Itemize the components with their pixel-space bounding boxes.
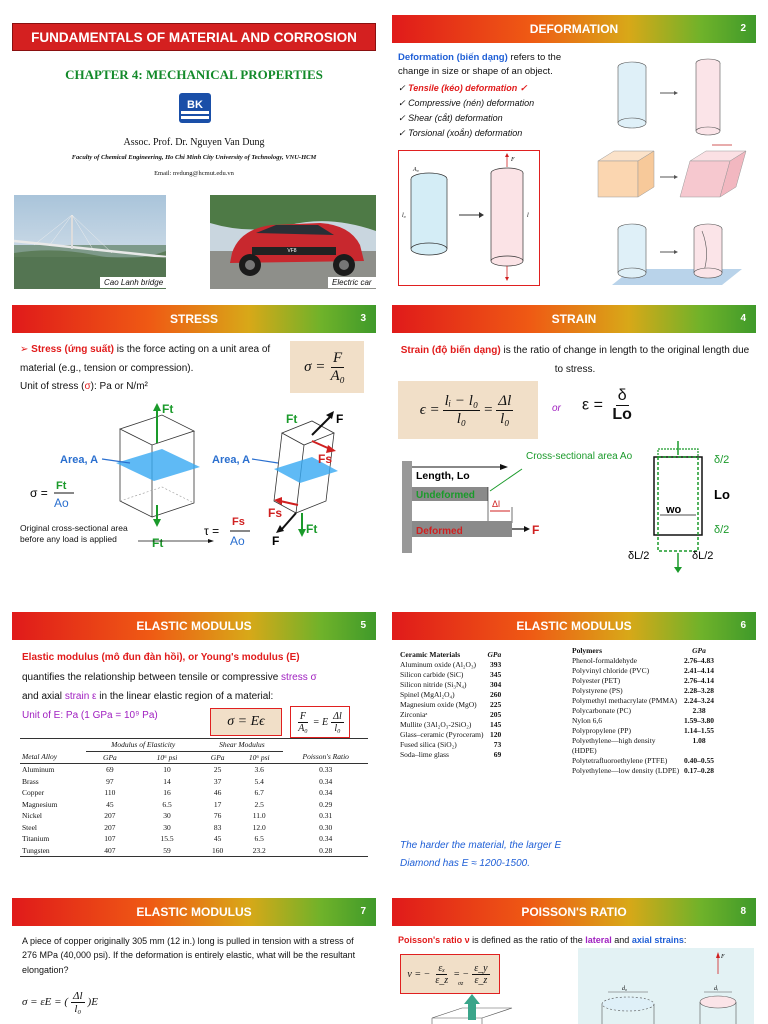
stress-definition: ➢ Stress (ứng suất) is the force acting on a unit area of material (e.g., tension or compression). Unit of stress (σ): Pa or N/m²	[20, 344, 271, 392]
material-name: Zirconiaᵃ	[400, 710, 428, 719]
modulus-value: 225	[490, 700, 502, 709]
faculty: Faculty of Chemical Engineering, Ho Chi Minh City University of Technology, VNU-HCM	[71, 154, 317, 161]
table-cell: 12.0	[252, 822, 266, 832]
table-cell: 37	[213, 776, 222, 786]
bridge-caption: Cao Lanh bridge	[100, 277, 167, 288]
ceramic-row	[398, 690, 503, 700]
material-name: Polyethylene—low density (LDPE)	[572, 766, 680, 775]
slide-elastic-modulus-3	[12, 898, 376, 1024]
material-name: Magnesium oxide (MgO)	[400, 700, 477, 709]
svg-text:δL/2: δL/2	[628, 550, 650, 562]
ceramic-row	[398, 700, 503, 710]
svg-text:Ft: Ft	[286, 412, 298, 426]
material-name: Spinel (MgAl₂O₄)	[400, 690, 455, 699]
car-plate: VF8	[287, 248, 297, 254]
table-cell: 0.34	[319, 788, 333, 797]
hooke-formula: σ = Eϵ	[210, 708, 282, 736]
alloy-name: Steel	[22, 822, 37, 832]
slide-title: STRAIN	[551, 312, 597, 326]
table-row	[20, 833, 368, 845]
modulus-definition: Elastic modulus (mô đun đàn hồi), or Young's modulus (E) quantifies the relationship between tensile or compressive stress σ and axial strain ε in the linear elastic region of a material:	[22, 652, 317, 702]
modulus-value: 0.17–0.28	[684, 766, 714, 775]
svg-text:Fs: Fs	[268, 506, 283, 520]
strain-definition: Strain (độ biến dạng) is the ratio of change in length to the original length due to stress.	[400, 345, 750, 375]
alloy-name: Aluminum	[22, 765, 55, 774]
cylinder-diagram	[578, 948, 754, 1024]
table-row	[20, 822, 368, 834]
ceramic-row	[398, 680, 503, 690]
stress-diagram	[12, 401, 376, 591]
table-cell: 25	[213, 765, 222, 774]
ceramic-row	[398, 750, 503, 760]
table-cell: 45	[106, 799, 114, 809]
slide-deformation	[392, 15, 756, 305]
slide-number: 5	[360, 620, 366, 631]
svg-text:l: l	[527, 213, 529, 219]
table-cell: 5.4	[254, 776, 264, 786]
table-cell: 69	[106, 765, 114, 774]
table-cell: 97	[106, 776, 114, 786]
metal-alloy-table: Modulus of Elasticity Shear Modulus Metal Alloy GPa 10⁶ psi GPa 10⁶ psi Poisson's Ratio Aluminum 69 10 25 3.6 0.33 Brass 97 14 37 5.4 0.34 Copper 110 16 46 6.7 0.34 Magnesium 45 6.5 17 2.5 0.29 Nickel 207 30 76 11.0 0.31 Steel 207 30 83 12.0 0.30 Titanium 107 15.5 45 6.5 0.34 Tungsten 407 59 160 23.2 0.28	[20, 738, 368, 857]
svg-text:τ =: τ =	[204, 524, 220, 538]
table-cell: 3.6	[254, 765, 264, 774]
type-item: ✓ Torsional (xoắn) deformation	[398, 127, 523, 138]
table-cell: 0.34	[319, 834, 333, 843]
svg-text:Undeformed: Undeformed	[416, 490, 475, 501]
slide-number: 8	[740, 906, 746, 917]
table-cell: 10	[163, 765, 171, 774]
slide-header	[392, 15, 756, 43]
sigma-z-label: σz	[458, 981, 464, 987]
tensile-diagram	[398, 150, 540, 286]
svg-text:Lo: Lo	[714, 487, 730, 502]
material-name: Mullite (3Al₂O₃-2SiO₂)	[400, 720, 472, 729]
svg-text:F: F	[511, 157, 515, 163]
course-banner: FUNDAMENTALS OF MATERIAL AND CORROSION	[12, 23, 376, 51]
alloy-name: Nickel	[22, 811, 42, 820]
deformation-types	[398, 81, 534, 140]
material-name: Glass–ceramic (Pyroceram)	[400, 730, 484, 739]
area-note: Original cross-sectional area before any load is applied	[20, 523, 128, 545]
slide-number: 4	[740, 313, 746, 324]
svg-text:Area, A: Area, A	[60, 454, 99, 466]
modulus-value: 345	[490, 670, 502, 679]
svg-text:Area, A: Area, A	[212, 454, 251, 466]
alloy-name: Copper	[22, 788, 45, 797]
slide-number: 3	[360, 313, 366, 324]
modulus-value: 304	[490, 680, 502, 689]
slide-poisson-ratio	[392, 898, 756, 1024]
modulus-value: 145	[490, 720, 502, 729]
table-row	[20, 799, 368, 811]
material-name: Polymethyl methacrylate (PMMA)	[572, 696, 677, 705]
table-cell: 45	[213, 834, 222, 843]
ceramic-row	[398, 730, 503, 740]
modulus-value: 2.41–4.14	[684, 666, 714, 675]
slide-title: POISSON'S RATIO	[521, 905, 627, 919]
table-cell: 0.33	[319, 765, 333, 774]
table-row	[20, 776, 368, 788]
ceramic-row	[398, 660, 503, 670]
table-cell: 76	[213, 811, 222, 820]
table-row	[20, 764, 368, 776]
table-row	[20, 845, 368, 857]
polymer-row	[570, 756, 716, 766]
slide-title: STRESS	[169, 312, 218, 326]
polymer-row	[570, 686, 716, 696]
deformation-intro	[398, 51, 588, 80]
hooke-formula-expanded: $\frac{F}{\text{A₀}}$ = E $\frac{\Delta l}{\text{l₀}}$	[290, 706, 350, 738]
svg-text:δ/2: δ/2	[714, 454, 730, 466]
bridge-photo	[14, 195, 166, 289]
chapter-title: CHAPTER 4: MECHANICAL PROPERTIES	[65, 67, 323, 82]
table-row	[20, 810, 368, 822]
polymer-row	[570, 656, 716, 666]
strain-formula: ϵ = $\frac{\text{lᵢ − l₀}}{\text{l₀}}$ = $\frac{\Delta l}{\text{l₀}}$	[398, 381, 538, 439]
car-photo	[210, 195, 376, 289]
svg-text:F: F	[272, 534, 280, 548]
table-cell: 160	[212, 845, 224, 855]
polymer-row	[570, 766, 716, 776]
modulus-value: 1.59–3.80	[684, 716, 714, 725]
svg-text:Ft: Ft	[162, 402, 174, 416]
strain-cube-diagram	[422, 994, 522, 1024]
stress-formula: σ = $\frac{F}{\text{A₀}}$	[290, 341, 364, 393]
polymer-row	[570, 736, 716, 756]
alloy-name: Titanium	[22, 834, 50, 843]
material-name: Nylon 6,6	[572, 716, 602, 725]
table-cell: 6.7	[254, 788, 264, 797]
svg-text:Ao: Ao	[230, 534, 245, 548]
table-cell: 110	[104, 788, 116, 797]
ceramic-row	[398, 710, 503, 720]
hardness-note: The harder the material, the larger E	[400, 840, 562, 851]
table-cell: 15.5	[160, 834, 174, 843]
slide-title: DEFORMATION	[529, 22, 619, 36]
slide-title: ELASTIC MODULUS	[136, 619, 252, 633]
polymer-row	[570, 676, 716, 686]
svg-text:F: F	[532, 523, 540, 537]
table-cell: 107	[104, 834, 116, 843]
svg-text:δ/2: δ/2	[714, 524, 730, 536]
svg-text:F: F	[721, 954, 725, 960]
svg-text:Ft: Ft	[56, 480, 67, 492]
svg-text:Deformed: Deformed	[416, 526, 463, 537]
table-cell: 6.5	[162, 799, 172, 809]
polymer-row	[570, 696, 716, 706]
modulus-value: 205	[490, 710, 502, 719]
material-name: Soda–lime glass	[400, 750, 449, 759]
slide-title: ELASTIC MODULUS	[516, 619, 632, 633]
material-name: Polytetrafluoroethylene (PTFE)	[572, 756, 668, 765]
material-name: Polypropylene (PP)	[572, 726, 631, 735]
ceramic-row	[398, 670, 503, 680]
alloy-name: Brass	[22, 776, 39, 786]
table-cell: 207	[104, 822, 116, 832]
modulus-value: 69	[493, 750, 502, 759]
table-cell: 2.5	[254, 799, 264, 809]
email: Email: nvdung@hcmut.edu.vn	[154, 170, 234, 177]
material-name: Fused silica (SiO₂)	[400, 740, 457, 749]
table-cell: 14	[163, 776, 171, 786]
svg-text:F: F	[336, 412, 344, 426]
ceramic-row	[398, 740, 503, 750]
table-cell: 0.30	[319, 822, 333, 832]
material-name: Aluminum oxide (Al₂O₃)	[400, 660, 477, 669]
author: Assoc. Prof. Dr. Nguyen Van Dung	[123, 137, 265, 148]
table-cell: 207	[104, 811, 116, 820]
table-cell: 0.34	[319, 776, 333, 786]
type-item: ✓ Tensile (kéo) deformation ✓	[398, 83, 528, 93]
table-cell: 23.2	[252, 845, 266, 855]
svg-text:Δl: Δl	[492, 499, 501, 509]
poisson-definition: Poisson's ratio ν is defined as the ratio of the lateral and axial strains:	[398, 935, 687, 945]
modulus-value: 120	[490, 730, 502, 739]
type-item: ✓ Shear (cắt) deformation	[398, 112, 503, 123]
slide-elastic-modulus-1	[12, 612, 376, 902]
svg-text:Fs: Fs	[232, 516, 245, 528]
table-cell: 30	[163, 811, 171, 820]
slide-stress	[12, 305, 376, 595]
material-name: Polyethylene—high density (HDPE)	[572, 736, 656, 755]
definition: refers to the change in size or shape of an object.	[398, 52, 562, 78]
svg-text:Ft: Ft	[152, 536, 164, 550]
deformation-illustrations	[592, 47, 752, 299]
svg-text:Ao: Ao	[54, 496, 69, 510]
svg-text:Ft: Ft	[306, 522, 318, 536]
svg-text:l₀: l₀	[402, 213, 406, 219]
alloy-name: Magnesium	[22, 799, 58, 809]
polymer-row	[570, 726, 716, 736]
slide-number: 2	[740, 23, 746, 34]
modulus-value: 1.14–1.55	[684, 726, 714, 735]
slide-header	[12, 305, 376, 333]
table-cell: 0.28	[319, 845, 333, 855]
modulus-value: 0.40–0.55	[684, 756, 714, 765]
logo-text: BK	[187, 99, 203, 111]
slide-strain	[392, 305, 756, 595]
material-name: Phenol-formaldehyde	[572, 656, 637, 665]
table-cell: 59	[163, 845, 171, 855]
table-cell: 17	[213, 799, 222, 809]
polymers-table: Polymers GPa Phenol-formaldehyde 2.76–4.83 Polyvinyl chloride (PVC) 2.41–4.14 Polyester (PET) 2.76–4.14 Polystyrene (PS) 2.28–3.28 Polymethyl methacrylate (PMMA) 2.24–3.24 Polycarbonate (PC) 2.38 Nylon 6,6 1.59–3.80 Polypropylene (PP) 1.14–1.55 Polyethylene—high density (HDPE) 1.08 Polytetrafluoroethylene (PTFE) 0.40–0.55 Polyethylene—low density (LDPE) 0.17–0.28	[572, 646, 714, 775]
diamond-note: Diamond has E ≈ 1200-1500.	[400, 858, 531, 869]
problem-statement: A piece of copper originally 305 mm (12 in.) long is pulled in tension with a stress of 276 MPa (40,000 psi). If the deformation is entirely elastic, what will be the resultant elongation?	[22, 936, 356, 975]
slide-elastic-modulus-2	[392, 612, 756, 902]
table-cell: 11.0	[252, 811, 266, 820]
strain-alt-formula: ε = $\frac{\delta}{Lo}$	[582, 387, 632, 423]
svg-text:σ =: σ =	[30, 486, 48, 500]
material-name: Polyester (PET)	[572, 676, 621, 685]
poisson-formula: ν = − $\frac{\text{εₓ}}{\varepsilon\_z}$ = − $\frac{\varepsilon\_y}{\varepsilon\_z}$	[400, 954, 500, 994]
modulus-value: 393	[490, 660, 502, 669]
svg-text:δL/2: δL/2	[692, 550, 714, 562]
university-logo	[177, 91, 213, 125]
svg-text:Cross-sectional area Ao: Cross-sectional area Ao	[526, 451, 633, 462]
svg-text:wo: wo	[666, 504, 682, 516]
modulus-value: 73	[493, 740, 502, 749]
slide-number: 7	[360, 906, 366, 917]
table-cell: 0.29	[319, 799, 333, 809]
polymer-row	[570, 706, 716, 716]
modulus-unit: Unit of E: Pa (1 GPa = 10⁹ Pa)	[22, 710, 158, 721]
slide-number: 6	[740, 620, 746, 631]
modulus-value: 260	[490, 690, 502, 699]
table-row	[20, 787, 368, 799]
svg-text:Fs: Fs	[318, 452, 333, 466]
modulus-value: 2.24–3.24	[684, 696, 714, 705]
material-name: Silicon carbide (SiC)	[400, 670, 464, 679]
svg-text:Length, Lo: Length, Lo	[416, 470, 470, 482]
table-cell: 83	[213, 822, 222, 832]
slide-header	[392, 898, 756, 926]
polymer-row	[570, 716, 716, 726]
slide-header	[392, 305, 756, 333]
svg-text:A₀: A₀	[413, 167, 419, 173]
type-item: ✓ Compressive (nén) deformation	[398, 97, 535, 108]
ceramic-row	[398, 720, 503, 730]
slide-header	[12, 612, 376, 640]
ceramics-table: Ceramic Materials GPa Aluminum oxide (Al₂O₃) 393 Silicon carbide (SiC) 345 Silicon nitride (Si₃N₄) 304 Spinel (MgAl₂O₄) 260 Magnesium oxide (MgO) 225 Zirconiaᵃ 205 Mullite (3Al₂O₃-2SiO₂) 145 Glass–ceramic (Pyroceram) 120 Fused silica (SiO₂) 73 Soda–lime glass 69	[400, 650, 502, 759]
polymer-row	[570, 666, 716, 676]
slide-title	[12, 15, 376, 305]
svg-text:dᵢ: dᵢ	[714, 986, 718, 992]
svg-text:d₀: d₀	[622, 986, 628, 992]
slide-title: ELASTIC MODULUS	[136, 905, 252, 919]
modulus-value: 2.76–4.14	[684, 676, 714, 685]
term: Deformation (biến dạng)	[398, 52, 508, 63]
slide-header	[12, 898, 376, 926]
modulus-value: 1.08	[692, 736, 706, 745]
elongation-formula: σ = εE = ( $\frac{\Delta l}{\text{l₀}}$ ) E	[22, 990, 98, 1016]
table-cell: 6.5	[254, 834, 264, 843]
strain-diagram	[392, 441, 756, 591]
table-cell: 46	[213, 788, 222, 797]
material-name: Polyvinyl chloride (PVC)	[572, 666, 650, 675]
modulus-value: 2.38	[692, 706, 706, 715]
modulus-value: 2.76–4.83	[684, 656, 714, 665]
table-cell: 30	[163, 822, 171, 832]
table-cell: 16	[163, 788, 171, 797]
table-cell: 407	[104, 845, 116, 855]
material-name: Polycarbonate (PC)	[572, 706, 631, 715]
alloy-name: Tungsten	[22, 845, 50, 855]
material-name: Silicon nitride (Si₃N₄)	[400, 680, 467, 689]
slide-header	[392, 612, 756, 640]
or-label: or	[552, 403, 561, 414]
material-name: Polystyrene (PS)	[572, 686, 623, 695]
table-cell: 0.31	[319, 811, 333, 820]
car-caption: Electric car	[328, 277, 376, 288]
modulus-value: 2.28–3.28	[684, 686, 714, 695]
